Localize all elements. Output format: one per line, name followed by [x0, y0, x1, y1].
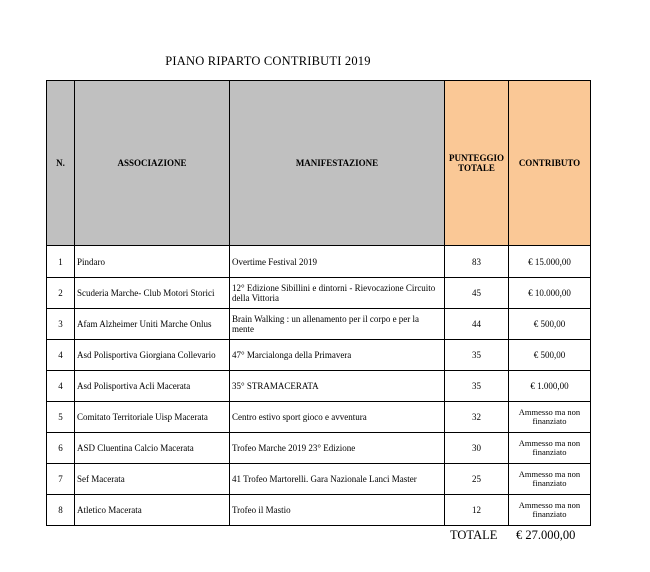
association-cell: Scuderia Marche- Club Motori Storici	[75, 278, 230, 309]
score-cell: 35	[445, 340, 509, 371]
column-header-contributo: CONTRIBUTO	[509, 81, 591, 246]
score-cell: 44	[445, 309, 509, 340]
event-cell: Overtime Festival 2019	[230, 246, 445, 278]
column-header-punteggio: PUNTEGGIO TOTALE	[445, 81, 509, 246]
row-number: 8	[47, 495, 75, 526]
event-cell: 35° STRAMACERATA	[230, 371, 445, 402]
row-number: 3	[47, 309, 75, 340]
column-header-associazione: ASSOCIAZIONE	[75, 81, 230, 246]
event-cell: Brain Walking : un allenamento per il corpo e per la mente	[230, 309, 445, 340]
row-number: 6	[47, 433, 75, 464]
contribution-cell: Ammesso ma non finanziato	[509, 495, 591, 526]
event-cell: 47° Marcialonga della Primavera	[230, 340, 445, 371]
score-cell: 25	[445, 464, 509, 495]
score-cell: 83	[445, 246, 509, 278]
table-row	[47, 402, 591, 433]
contribution-cell: € 500,00	[509, 340, 591, 371]
row-number: 7	[47, 464, 75, 495]
score-cell: 12	[445, 495, 509, 526]
document-title: PIANO RIPARTO CONTRIBUTI 2019	[165, 54, 371, 68]
event-cell: Trofeo il Mastio	[230, 495, 445, 526]
score-cell: 32	[445, 402, 509, 433]
table-row	[47, 309, 591, 340]
table-row	[47, 278, 591, 309]
table-header-row	[47, 81, 591, 246]
score-cell: 45	[445, 278, 509, 309]
row-number: 4	[47, 371, 75, 402]
event-cell: 41 Trofeo Martorelli. Gara Nazionale Lanci Master	[230, 464, 445, 495]
contribution-cell: € 10.000,00	[509, 278, 591, 309]
association-cell: Pindaro	[75, 246, 230, 278]
contribution-cell: € 1.000,00	[509, 371, 591, 402]
table-row	[47, 371, 591, 402]
event-cell: Trofeo Marche 2019 23° Edizione	[230, 433, 445, 464]
contributions-table	[46, 80, 591, 526]
row-number: 1	[47, 246, 75, 278]
score-cell: 35	[445, 371, 509, 402]
total-label: TOTALE	[450, 528, 498, 542]
association-cell: Afam Alzheimer Uniti Marche Onlus	[75, 309, 230, 340]
association-cell: Atletico Macerata	[75, 495, 230, 526]
table-row	[47, 340, 591, 371]
event-cell: Centro estivo sport gioco e avventura	[230, 402, 445, 433]
association-cell: Sef Macerata	[75, 464, 230, 495]
table-row	[47, 464, 591, 495]
contribution-cell: € 15.000,00	[509, 246, 591, 278]
contribution-cell: Ammesso ma non finanziato	[509, 464, 591, 495]
association-cell: Asd Polisportiva Acli Macerata	[75, 371, 230, 402]
association-cell: ASD Cluentina Calcio Macerata	[75, 433, 230, 464]
contribution-cell: Ammesso ma non finanziato	[509, 433, 591, 464]
score-cell: 30	[445, 433, 509, 464]
contribution-cell: Ammesso ma non finanziato	[509, 402, 591, 433]
row-number: 4	[47, 340, 75, 371]
table-row	[47, 433, 591, 464]
contribution-cell: € 500,00	[509, 309, 591, 340]
event-cell: 12° Edizione Sibillini e dintorni - Rievocazione Circuito della Vittoria	[230, 278, 445, 309]
association-cell: Comitato Territoriale Uisp Macerata	[75, 402, 230, 433]
table-row	[47, 246, 591, 278]
column-header-manifestazione: MANIFESTAZIONE	[230, 81, 445, 246]
association-cell: Asd Polisportiva Giorgiana Collevario	[75, 340, 230, 371]
column-header-n: N.	[47, 81, 75, 246]
table-row	[47, 495, 591, 526]
row-number: 5	[47, 402, 75, 433]
total-value: € 27.000,00	[516, 528, 576, 542]
row-number: 2	[47, 278, 75, 309]
